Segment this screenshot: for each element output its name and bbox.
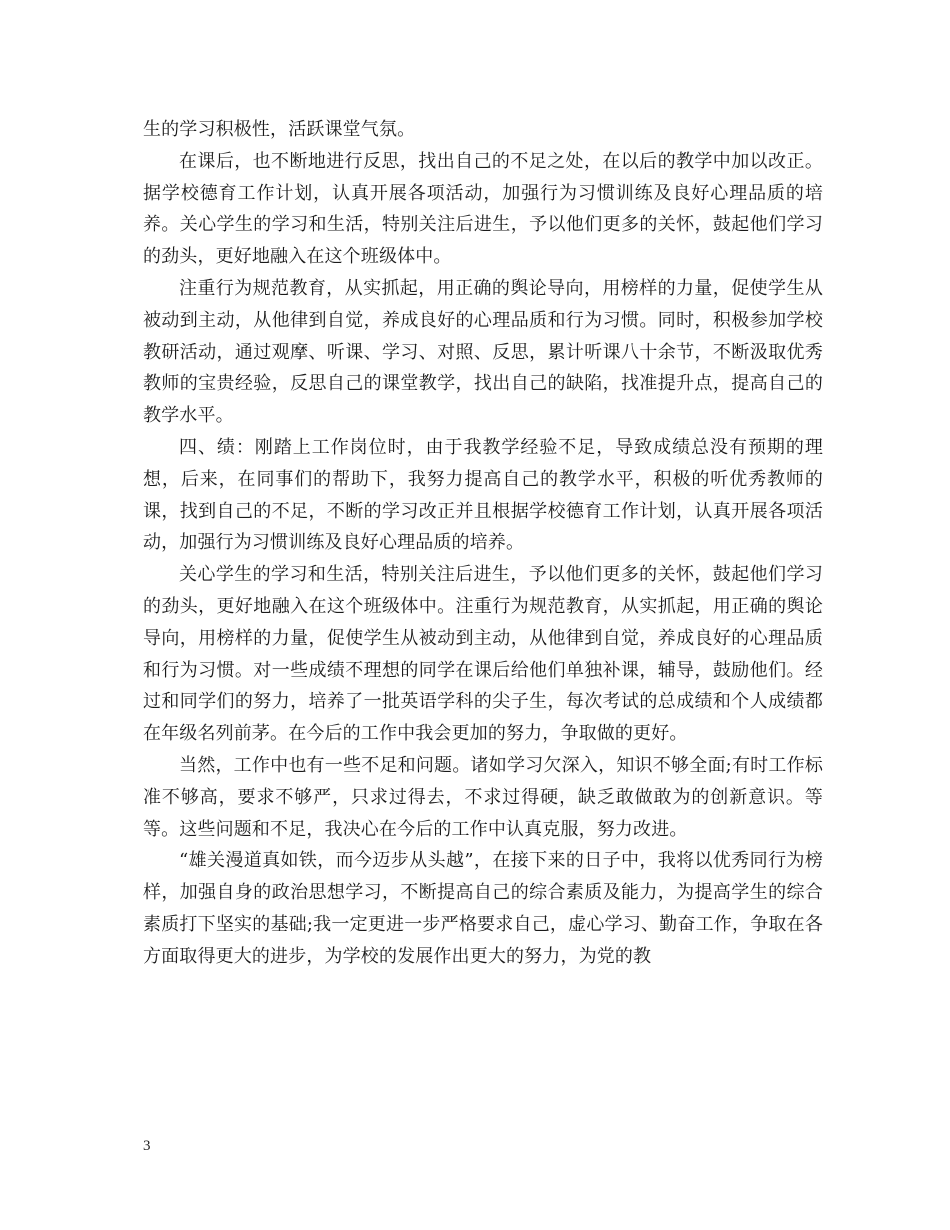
paragraph-achievements: 四、绩：刚踏上工作岗位时，由于我教学经验不足，导致成绩总没有预期的理想，后来，在同事们的帮助下，我努力提高自己的教学水平，积极的听优秀教师的课，找到自己的不足，不断的学习改正并且根据学校德育工作计划，认真开展各项活动，加强行为习惯训练及良好心理品质的培养。 [143, 436, 823, 554]
paragraph-shortcomings: 当然，工作中也有一些不足和问题。诸如学习欠深入，知识不够全面;有时工作标准不够高，要求不够严，只求过得去，不求过得硬，缺乏敢做敢为的创新意识。等等。这些问题和不足，我决心在今后的工作中认真克服，努力改进。 [143, 754, 823, 840]
paragraph-student-care: 关心学生的学习和生活，特别关注后进生，予以他们更多的关怀，鼓起他们学习的劲头，更好地融入在这个班级体中。注重行为规范教育，从实抓起，用正确的舆论导向，用榜样的力量，促使学生从被动到主动，从他律到自觉，养成良好的心理品质和行为习惯。对一些成绩不理想的同学在课后给他们单独补课，辅导，鼓励他们。经过和同学们的努力，培养了一批英语学科的尖子生，每次考试的总成绩和个人成绩都在年级名列前茅。在今后的工作中我会更加的努力，争取做的更好。 [143, 564, 823, 745]
paragraph-reflection: 在课后，也不断地进行反思，找出自己的不足之处，在以后的教学中加以改正。据学校德育工作计划，认真开展各项活动，加强行为习惯训练及良好心理品质的培养。关心学生的学习和生活，特别关注后进生，予以他们更多的关怀，鼓起他们学习的劲头，更好地融入在这个班级体中。 [143, 150, 823, 268]
paragraph-continuation: 生的学习积极性，活跃课堂气氛。 [143, 119, 416, 140]
paragraph-future-plans: “雄关漫道真如铁，而今迈步从头越”，在接下来的日子中，我将以优秀同行为榜样，加强自身的政治思想学习，不断提高自己的综合素质及能力，为提高学生的综合素质打下坚实的基础;我一定更进一步严格要求自己，虚心学习、勤奋工作，争取在各方面取得更大的进步，为学校的发展作出更大的努力，为党的教 [143, 850, 823, 967]
page-number: 3 [143, 1138, 151, 1154]
document-body [143, 114, 823, 973]
paragraph-norms-education: 注重行为规范教育，从实抓起，用正确的舆论导向，用榜样的力量，促使学生从被动到主动，从他律到自觉，养成良好的心理品质和行为习惯。同时，积极参加学校教研活动，通过观摩、听课、学习、对照、反思，累计听课八十余节，不断汲取优秀教师的宝贵经验，反思自己的课堂教学，找出自己的缺陷，找准提升点，提高自己的教学水平。 [143, 277, 823, 427]
